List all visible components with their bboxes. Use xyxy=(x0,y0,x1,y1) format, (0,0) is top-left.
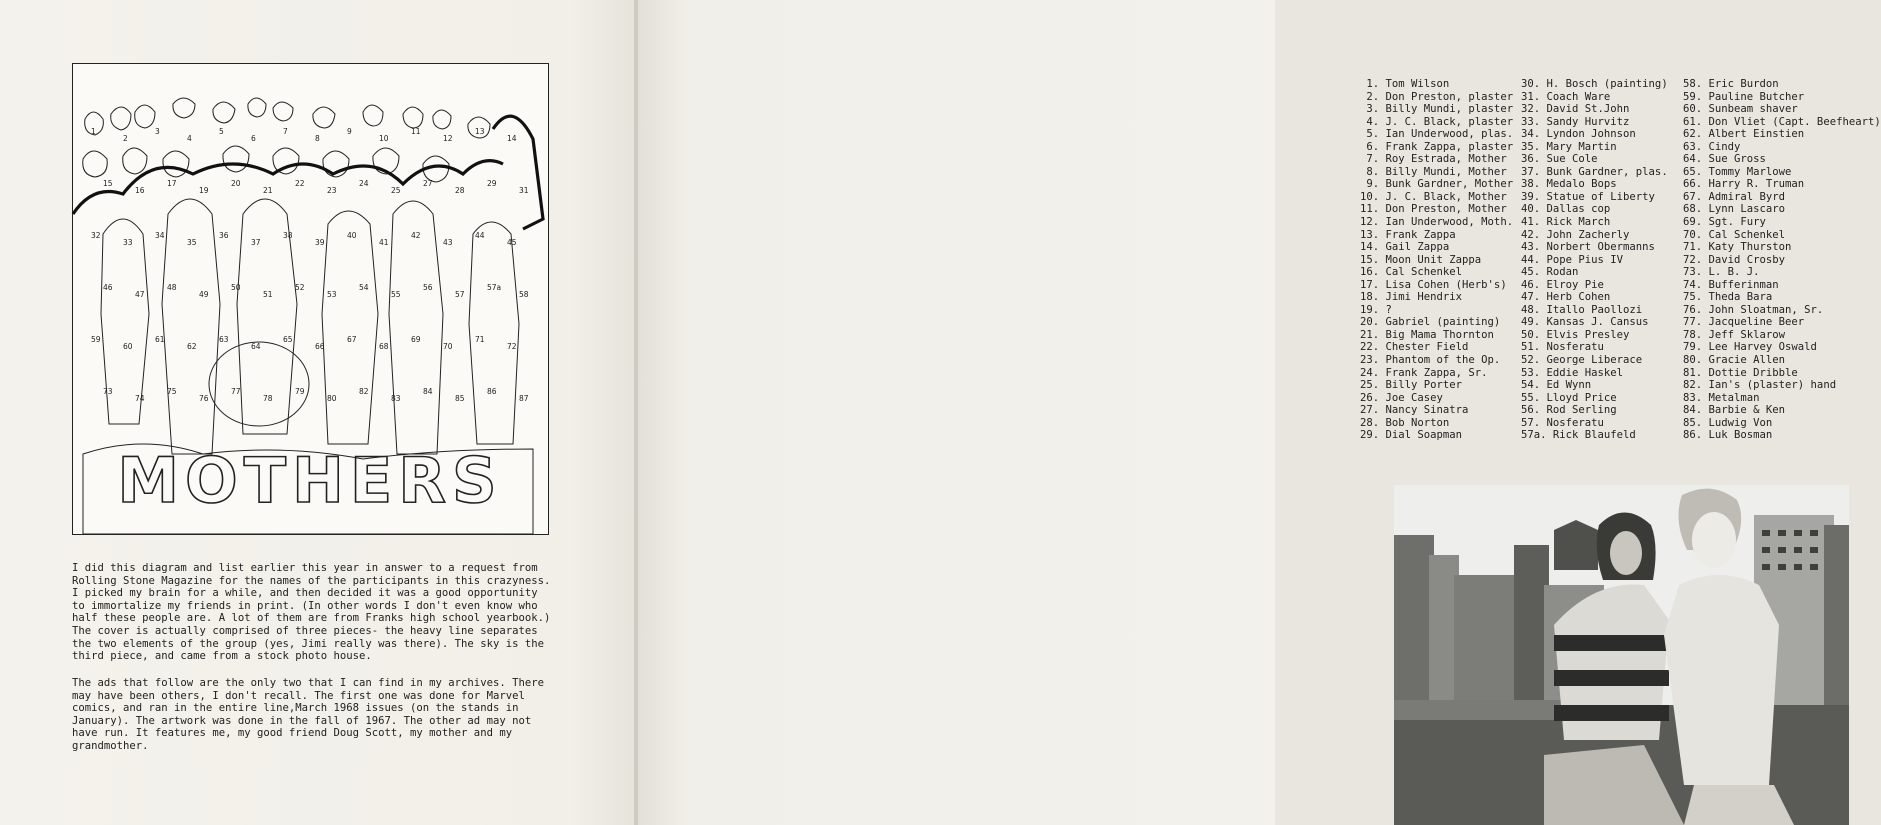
diagram-number-label: 66 xyxy=(315,342,325,351)
participant-list-item: 24. Frank Zappa, Sr. xyxy=(1360,366,1488,379)
participant-list-item: 72. David Crosby xyxy=(1683,253,1786,266)
diagram-number-label: 16 xyxy=(135,186,145,195)
participant-list-item: 75. Theda Bara xyxy=(1683,291,1773,304)
diagram-number-label: 4 xyxy=(187,134,192,143)
diagram-number-label: 43 xyxy=(443,238,453,247)
participant-list-item: 9. Bunk Gardner, Mother xyxy=(1360,178,1514,191)
participant-list-item: 20. Gabriel (painting) xyxy=(1360,316,1501,329)
participant-list-column-3 xyxy=(1683,78,1881,442)
participant-list-item: 39. Statue of Liberty xyxy=(1521,190,1655,203)
diagram-number-label: 59 xyxy=(91,335,101,344)
diagram-number-label: 56 xyxy=(423,283,433,292)
participant-list-item: 65. Tommy Marlowe xyxy=(1683,165,1792,178)
participant-list-item: 79. Lee Harvey Oswald xyxy=(1683,341,1817,354)
diagram-number-label: 21 xyxy=(263,186,273,195)
participant-list-item: 15. Moon Unit Zappa xyxy=(1360,253,1482,266)
diagram-drawing xyxy=(73,64,548,534)
participant-list-item: 52. George Liberace xyxy=(1521,354,1643,367)
diagram-number-label: 32 xyxy=(91,231,101,240)
participant-list-item: 38. Medalo Bops xyxy=(1521,178,1617,191)
diagram-number-label: 3 xyxy=(155,127,160,136)
participant-list-item: 21. Big Mama Thornton xyxy=(1360,328,1494,341)
diagram-number-label: 24 xyxy=(359,179,369,188)
diagram-number-label: 50 xyxy=(231,283,241,292)
participant-list-item: 56. Rod Serling xyxy=(1521,404,1617,417)
diagram-number-label: 9 xyxy=(347,127,352,136)
participant-list-item: 85. Ludwig Von xyxy=(1683,416,1773,429)
participant-list-item: 42. John Zacherly xyxy=(1521,228,1630,241)
participant-list-item: 61. Don Vliet (Capt. Beefheart) xyxy=(1683,115,1881,128)
participant-list-item: 12. Ian Underwood, Moth. xyxy=(1360,216,1514,229)
participant-list-item: 33. Sandy Hurvitz xyxy=(1521,115,1630,128)
diagram-number-label: 55 xyxy=(391,290,401,299)
participant-list-item: 36. Sue Cole xyxy=(1521,153,1598,166)
participant-list-item: 76. John Sloatman, Sr. xyxy=(1683,303,1824,316)
diagram-number-label: 41 xyxy=(379,238,389,247)
participant-list-item: 66. Harry R. Truman xyxy=(1683,178,1805,191)
participant-list-item: 35. Mary Martin xyxy=(1521,140,1617,153)
diagram-number-label: 10 xyxy=(379,134,389,143)
diagram-number-label: 63 xyxy=(219,335,229,344)
participant-list-item: 43. Norbert Obermanns xyxy=(1521,241,1655,254)
diagram-number-label: 57 xyxy=(455,290,465,299)
participant-list-item: 54. Ed Wynn xyxy=(1521,379,1592,392)
diagram-number-label: 31 xyxy=(519,186,529,195)
diagram-number-label: 33 xyxy=(123,238,133,247)
participant-list-item: 3. Billy Mundi, plaster xyxy=(1360,103,1514,116)
diagram-number-label: 51 xyxy=(263,290,273,299)
diagram-number-label: 1 xyxy=(91,127,96,136)
participant-list-item: 84. Barbie & Ken xyxy=(1683,404,1786,417)
participant-list-item: 53. Eddie Haskel xyxy=(1521,366,1624,379)
participant-list-item: 82. Ian's (plaster) hand xyxy=(1683,379,1837,392)
diagram-number-label: 78 xyxy=(263,394,273,403)
diagram-number-label: 23 xyxy=(327,186,337,195)
participant-list-item: 47. Herb Cohen xyxy=(1521,291,1611,304)
diagram-number-label: 57a xyxy=(487,283,502,292)
participant-list-item: 25. Billy Porter xyxy=(1360,379,1463,392)
mothers-logo-outline: MOTHERS xyxy=(117,444,503,517)
participant-list-item: 29. Dial Soapman xyxy=(1360,429,1463,442)
diagram-number-label: 34 xyxy=(155,231,165,240)
diagram-number-label: 36 xyxy=(219,231,229,240)
left-page xyxy=(0,0,636,825)
participant-list-item: 86. Luk Bosman xyxy=(1683,429,1773,442)
participant-list-item: 78. Jeff Sklarow xyxy=(1683,328,1786,341)
participant-list-item: 69. Sgt. Fury xyxy=(1683,216,1766,229)
participant-list-item: 6. Frank Zappa, plaster xyxy=(1360,140,1514,153)
participant-list-item: 67. Admiral Byrd xyxy=(1683,190,1786,203)
diagram-explanation-paragraph: I did this diagram and list earlier this year in answer to a request from Rolling Stone Magazine for the names of the participants in this crazyness. I picked my brain for a while, and then decided it was a good opportunity to immortalize my friends in print. (In other words I don't even know who half these people are. A lot of them are from Franks high school yearbook.) The cover is actually comprised of three pieces- the heavy line separates the two elements of the group (yes, Jimi really was there). The sky is the third piece, and came from a stock photo house. xyxy=(72,562,551,663)
participant-list-item: 71. Katy Thurston xyxy=(1683,241,1792,254)
right-page xyxy=(638,0,1881,825)
diagram-number-label: 44 xyxy=(475,231,485,240)
diagram-number-label: 72 xyxy=(507,342,517,351)
diagram-number-label: 80 xyxy=(327,394,337,403)
participant-list-item: 22. Chester Field xyxy=(1360,341,1469,354)
participant-list-item: 26. Joe Casey xyxy=(1360,391,1443,404)
diagram-number-label: 62 xyxy=(187,342,197,351)
participant-list-item: 83. Metalman xyxy=(1683,391,1760,404)
diagram-number-label: 71 xyxy=(475,335,485,344)
diagram-number-label: 68 xyxy=(379,342,389,351)
diagram-number-label: 74 xyxy=(135,394,145,403)
photo-drawing xyxy=(1394,485,1849,825)
participant-list-item: 30. H. Bosch (painting) xyxy=(1521,78,1668,90)
participant-list-item: 23. Phantom of the Op. xyxy=(1360,354,1501,367)
diagram-number-label: 75 xyxy=(167,387,177,396)
cover-outline-diagram xyxy=(72,63,549,535)
diagram-number-label: 11 xyxy=(411,127,421,136)
diagram-number-label: 14 xyxy=(507,134,517,143)
participant-list-item: 50. Elvis Presley xyxy=(1521,328,1630,341)
participant-list-item: 62. Albert Einstien xyxy=(1683,128,1805,141)
diagram-number-label: 39 xyxy=(315,238,325,247)
diagram-number-label: 25 xyxy=(391,186,401,195)
diagram-number-label: 87 xyxy=(519,394,529,403)
participant-list-item: 46. Elroy Pie xyxy=(1521,278,1604,291)
participant-list-item: 64. Sue Gross xyxy=(1683,153,1766,166)
diagram-number-label: 47 xyxy=(135,290,145,299)
diagram-number-label: 37 xyxy=(251,238,261,247)
diagram-number-label: 6 xyxy=(251,134,256,143)
participant-list-item: 13. Frank Zappa xyxy=(1360,228,1456,241)
participant-list-item: 45. Rodan xyxy=(1521,266,1579,279)
participant-list-item: 68. Lynn Lascaro xyxy=(1683,203,1786,216)
diagram-number-label: 12 xyxy=(443,134,453,143)
participant-list-item: 1. Tom Wilson xyxy=(1360,78,1450,90)
diagram-number-label: 13 xyxy=(475,127,485,136)
diagram-number-label: 58 xyxy=(519,290,529,299)
participant-list-item: 37. Bunk Gardner, plas. xyxy=(1521,165,1668,178)
diagram-number-label: 77 xyxy=(231,387,241,396)
participant-list-item: 44. Pope Pius IV xyxy=(1521,253,1624,266)
diagram-number-label: 15 xyxy=(103,179,113,188)
participant-list-item: 8. Billy Mundi, Mother xyxy=(1360,165,1507,178)
participant-list-item: 2. Don Preston, plaster xyxy=(1360,90,1514,103)
diagram-number-label: 8 xyxy=(315,134,320,143)
participant-list-item: 32. David St.John xyxy=(1521,103,1630,116)
participant-list-item: 59. Pauline Butcher xyxy=(1683,90,1805,103)
diagram-number-label: 67 xyxy=(347,335,357,344)
diagram-number-label: 86 xyxy=(487,387,497,396)
diagram-number-label: 42 xyxy=(411,231,421,240)
participant-list-item: 48. Itallo Paollozi xyxy=(1521,303,1643,316)
diagram-number-label: 54 xyxy=(359,283,369,292)
diagram-number-label: 7 xyxy=(283,127,288,136)
participant-list-item: 60. Sunbeam shaver xyxy=(1683,103,1798,116)
diagram-number-label: 69 xyxy=(411,335,421,344)
diagram-number-label: 40 xyxy=(347,231,357,240)
diagram-number-label: 5 xyxy=(219,127,224,136)
participant-list-item: 51. Nosferatu xyxy=(1521,341,1604,354)
diagram-number-label: 60 xyxy=(123,342,133,351)
diagram-number-label: 65 xyxy=(283,335,293,344)
diagram-number-label: 83 xyxy=(391,394,401,403)
diagram-number-label: 20 xyxy=(231,179,241,188)
diagram-number-label: 46 xyxy=(103,283,113,292)
diagram-number-label: 64 xyxy=(251,342,261,351)
participant-list-item: 57a. Rick Blaufeld xyxy=(1521,429,1636,442)
diagram-number-label: 38 xyxy=(283,231,293,240)
diagram-number-label: 52 xyxy=(295,283,305,292)
participant-list-item: 14. Gail Zappa xyxy=(1360,241,1450,254)
participant-list-item: 16. Cal Schenkel xyxy=(1360,266,1463,279)
diagram-number-label: 61 xyxy=(155,335,165,344)
diagram-number-label: 19 xyxy=(199,186,209,195)
participant-list-item: 10. J. C. Black, Mother xyxy=(1360,190,1507,203)
diagram-number-label: 48 xyxy=(167,283,177,292)
participant-list-item: 58. Eric Burdon xyxy=(1683,78,1779,90)
diagram-number-label: 76 xyxy=(199,394,209,403)
participant-list-item: 17. Lisa Cohen (Herb's) xyxy=(1360,278,1507,291)
participant-list-item: 49. Kansas J. Cansus xyxy=(1521,316,1649,329)
participant-list-item: 77. Jacqueline Beer xyxy=(1683,316,1805,329)
diagram-number-label: 79 xyxy=(295,387,305,396)
participant-list-item: 63. Cindy xyxy=(1683,140,1741,153)
participant-list-item: 5. Ian Underwood, plas. xyxy=(1360,128,1514,141)
diagram-number-label: 28 xyxy=(455,186,465,195)
participant-list-item: 28. Bob Norton xyxy=(1360,416,1450,429)
diagram-number-label: 49 xyxy=(199,290,209,299)
participant-list-item: 19. ? xyxy=(1360,303,1392,316)
diagram-number-label: 73 xyxy=(103,387,113,396)
participant-list-item: 70. Cal Schenkel xyxy=(1683,228,1786,241)
participant-list-item: 74. Bufferinman xyxy=(1683,278,1779,291)
participant-list-item: 40. Dallas cop xyxy=(1521,203,1611,216)
participant-list-column-1 xyxy=(1360,78,1513,442)
participant-list-item: 31. Coach Ware xyxy=(1521,90,1611,103)
participant-list-item: 18. Jimi Hendrix xyxy=(1360,291,1463,304)
diagram-number-label: 17 xyxy=(167,179,177,188)
diagram-number-label: 27 xyxy=(423,179,433,188)
participant-list-item: 80. Gracie Allen xyxy=(1683,354,1786,367)
participant-list-column-2 xyxy=(1521,78,1668,442)
participant-list-item: 27. Nancy Sinatra xyxy=(1360,404,1469,417)
participant-list-item: 73. L. B. J. xyxy=(1683,266,1760,279)
diagram-number-label: 22 xyxy=(295,179,305,188)
diagram-number-label: 70 xyxy=(443,342,453,351)
participant-list-item: 4. J. C. Black, plaster xyxy=(1360,115,1514,128)
diagram-number-label: 53 xyxy=(327,290,337,299)
diagram-number-label: 82 xyxy=(359,387,369,396)
diagram-number-label: 35 xyxy=(187,238,197,247)
diagram-number-label: 2 xyxy=(123,134,128,143)
participant-list-item: 55. Lloyd Price xyxy=(1521,391,1617,404)
diagram-number-label: 85 xyxy=(455,394,465,403)
ads-explanation-paragraph: The ads that follow are the only two that I can find in my archives. There may have been others, I don't recall. The first one was done for Marvel comics, and ran in the entire line,March 1968 issues (on the stands in January). The artwork was done in the fall of 1967. The other ad may not have run. It features me, my good friend Doug Scott, my mother and my grandmother. xyxy=(72,677,544,752)
diagram-number-label: 29 xyxy=(487,179,497,188)
participant-list-item: 34. Lyndon Johnson xyxy=(1521,128,1636,141)
participant-list-item: 81. Dottie Dribble xyxy=(1683,366,1798,379)
participant-list-item: 7. Roy Estrada, Mother xyxy=(1360,153,1507,166)
diagram-number-label: 84 xyxy=(423,387,433,396)
rooftop-photograph xyxy=(1394,485,1849,825)
diagram-number-label: 45 xyxy=(507,238,517,247)
participant-list-item: 57. Nosferatu xyxy=(1521,416,1604,429)
participant-list-item: 41. Rick March xyxy=(1521,216,1611,229)
participant-list-item: 11. Don Preston, Mother xyxy=(1360,203,1507,216)
